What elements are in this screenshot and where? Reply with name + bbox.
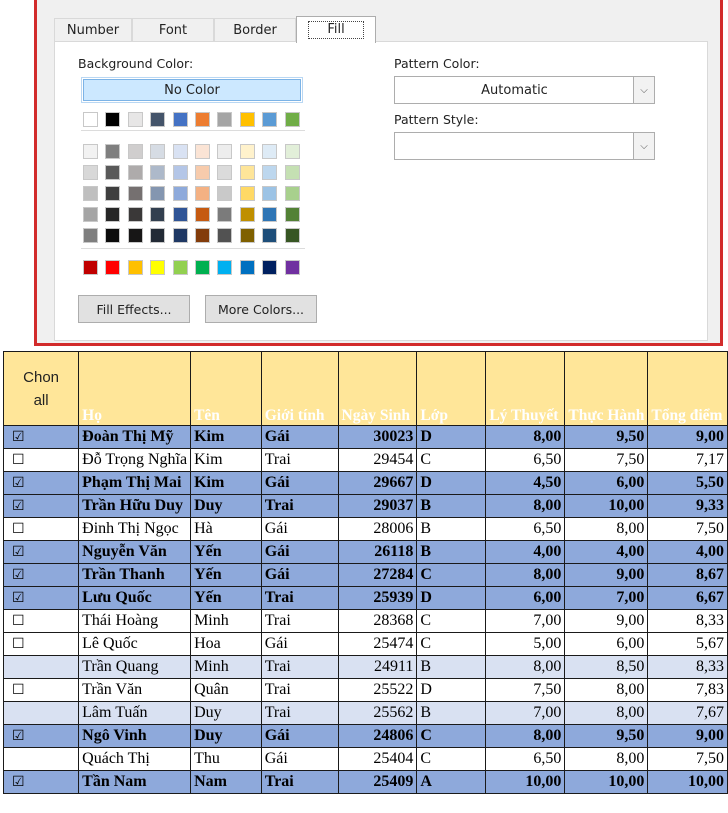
table-row xyxy=(4,495,728,518)
cell-thuc-hanh[interactable]: 9,50 xyxy=(565,725,648,748)
cell-tong-diem[interactable]: 4,00 xyxy=(648,541,728,564)
row-checkbox[interactable] xyxy=(4,656,79,679)
color-swatch[interactable] xyxy=(173,186,188,201)
cell-ten[interactable]: Yến xyxy=(191,541,262,564)
cell-tong-diem[interactable]: 7,83 xyxy=(648,679,728,702)
color-swatch[interactable] xyxy=(217,144,232,159)
pattern-color-label: Pattern Color: xyxy=(394,56,480,71)
pattern-style-label: Pattern Style: xyxy=(394,112,479,127)
color-swatch[interactable] xyxy=(83,112,98,127)
color-swatch[interactable] xyxy=(83,165,98,180)
row-checkbox[interactable]: ☑ xyxy=(4,587,79,610)
format-cells-dialog xyxy=(34,0,723,346)
cell-ho[interactable]: Trần Hữu Duy xyxy=(79,495,191,518)
cell-lop[interactable]: C xyxy=(417,725,486,748)
cell-thuc-hanh[interactable]: 9,00 xyxy=(565,610,648,633)
table-row xyxy=(4,449,728,472)
color-swatch[interactable] xyxy=(128,260,143,275)
cell-ten[interactable]: Duy xyxy=(191,702,262,725)
cell-ngay-sinh[interactable]: 25562 xyxy=(338,702,417,725)
cell-lop[interactable]: B xyxy=(417,656,486,679)
cell-lop[interactable]: B xyxy=(417,702,486,725)
color-swatch[interactable] xyxy=(105,144,120,159)
cell-ly-thuyet[interactable]: 5,00 xyxy=(486,633,565,656)
tab-fill[interactable] xyxy=(296,16,376,43)
table-row xyxy=(4,518,728,541)
cell-lop[interactable]: D xyxy=(417,679,486,702)
color-swatch[interactable] xyxy=(262,112,277,127)
cell-ho[interactable]: Ngô Vinh xyxy=(79,725,191,748)
cell-ngay-sinh[interactable]: 25404 xyxy=(338,748,417,771)
cell-lop[interactable]: B xyxy=(417,541,486,564)
color-swatch[interactable] xyxy=(105,207,120,222)
color-swatch[interactable] xyxy=(105,186,120,201)
cell-gioi-tinh[interactable]: Trai xyxy=(261,656,338,679)
cell-ten[interactable]: Yến xyxy=(191,587,262,610)
cell-tong-diem[interactable]: 9,00 xyxy=(648,725,728,748)
color-swatch[interactable] xyxy=(173,260,188,275)
header-ten[interactable]: Tên xyxy=(191,352,262,426)
color-swatch[interactable] xyxy=(195,112,210,127)
cell-ten[interactable]: Minh xyxy=(191,610,262,633)
color-swatch[interactable] xyxy=(150,165,165,180)
row-checkbox[interactable]: ☑ xyxy=(4,725,79,748)
cell-ho[interactable]: Trần Văn xyxy=(79,679,191,702)
color-swatch[interactable] xyxy=(105,260,120,275)
cell-lop[interactable]: D xyxy=(417,472,486,495)
cell-tong-diem[interactable]: 7,50 xyxy=(648,518,728,541)
chevron-down-icon[interactable]: ⌵ xyxy=(633,133,654,159)
cell-thuc-hanh[interactable]: 10,00 xyxy=(565,771,648,794)
cell-ngay-sinh[interactable]: 28006 xyxy=(338,518,417,541)
cell-thuc-hanh[interactable]: 8,00 xyxy=(565,748,648,771)
row-checkbox[interactable] xyxy=(4,702,79,725)
cell-ho[interactable]: Đinh Thị Ngọc xyxy=(79,518,191,541)
cell-lop[interactable]: C xyxy=(417,564,486,587)
cell-thuc-hanh[interactable]: 8,00 xyxy=(565,679,648,702)
color-swatch[interactable] xyxy=(240,228,255,243)
color-swatch[interactable] xyxy=(195,144,210,159)
cell-ngay-sinh[interactable]: 28368 xyxy=(338,610,417,633)
cell-ly-thuyet[interactable]: 7,50 xyxy=(486,679,565,702)
cell-ho[interactable]: Đoàn Thị Mỹ xyxy=(79,426,191,449)
row-checkbox[interactable]: ☐ xyxy=(4,633,79,656)
tab-number[interactable] xyxy=(54,18,132,42)
cell-thuc-hanh[interactable]: 8,50 xyxy=(565,656,648,679)
tab-font[interactable] xyxy=(132,18,214,42)
table-row xyxy=(4,610,728,633)
cell-ho[interactable]: Quách Thị xyxy=(79,748,191,771)
color-swatch[interactable] xyxy=(128,165,143,180)
color-swatch[interactable] xyxy=(195,228,210,243)
header-gioi-tinh[interactable]: Giới tính xyxy=(261,352,338,426)
cell-gioi-tinh[interactable]: Gái xyxy=(261,426,338,449)
cell-ly-thuyet[interactable]: 6,00 xyxy=(486,587,565,610)
cell-thuc-hanh[interactable]: 6,00 xyxy=(565,633,648,656)
cell-ho[interactable]: Phạm Thị Mai xyxy=(79,472,191,495)
color-swatch[interactable] xyxy=(262,144,277,159)
tab-border[interactable] xyxy=(214,18,296,42)
color-swatch[interactable] xyxy=(240,165,255,180)
color-swatch[interactable] xyxy=(240,260,255,275)
color-swatch[interactable] xyxy=(105,112,120,127)
row-checkbox[interactable]: ☑ xyxy=(4,495,79,518)
color-swatch[interactable] xyxy=(195,207,210,222)
color-swatch[interactable] xyxy=(240,144,255,159)
color-swatch[interactable] xyxy=(83,186,98,201)
color-swatch[interactable] xyxy=(173,112,188,127)
cell-gioi-tinh[interactable]: Trai xyxy=(261,702,338,725)
cell-ten[interactable]: Hà xyxy=(191,518,262,541)
fill-tab-panel xyxy=(54,41,708,341)
more-colors-button[interactable]: More Colors... xyxy=(205,295,317,323)
cell-gioi-tinh[interactable]: Trai xyxy=(261,771,338,794)
color-swatch[interactable] xyxy=(83,144,98,159)
color-swatch[interactable] xyxy=(262,165,277,180)
color-swatch[interactable] xyxy=(285,207,300,222)
cell-ly-thuyet[interactable]: 7,00 xyxy=(486,702,565,725)
color-swatch[interactable] xyxy=(240,186,255,201)
header-ho[interactable]: Họ xyxy=(79,352,191,426)
color-swatch[interactable] xyxy=(240,112,255,127)
pattern-style-value xyxy=(395,133,634,159)
cell-ten[interactable]: Hoa xyxy=(191,633,262,656)
cell-ly-thuyet[interactable]: 4,00 xyxy=(486,541,565,564)
cell-ho[interactable]: Thái Hoàng xyxy=(79,610,191,633)
palette-divider xyxy=(81,248,305,249)
cell-lop[interactable]: C xyxy=(417,449,486,472)
cell-ten[interactable]: Thu xyxy=(191,748,262,771)
color-swatch[interactable] xyxy=(195,260,210,275)
header-row xyxy=(4,352,728,426)
color-swatch[interactable] xyxy=(173,165,188,180)
cell-thuc-hanh[interactable]: 9,00 xyxy=(565,564,648,587)
tab-fill-label: Fill xyxy=(308,21,363,39)
header-chon-all[interactable]: Chon all xyxy=(4,352,79,426)
header-tong-diem[interactable]: Tổng điểm xyxy=(648,352,728,426)
cell-gioi-tinh[interactable]: Gái xyxy=(261,633,338,656)
cell-gioi-tinh[interactable]: Gái xyxy=(261,725,338,748)
cell-ngay-sinh[interactable]: 29454 xyxy=(338,449,417,472)
row-checkbox[interactable]: ☐ xyxy=(4,518,79,541)
cell-tong-diem[interactable]: 5,50 xyxy=(648,472,728,495)
cell-ngay-sinh[interactable]: 29667 xyxy=(338,472,417,495)
no-color-button[interactable]: No Color xyxy=(83,79,301,101)
cell-lop[interactable]: C xyxy=(417,748,486,771)
color-swatch[interactable] xyxy=(150,260,165,275)
tab-border-label: Border xyxy=(233,23,277,38)
header-ngay-sinh[interactable]: Ngày Sinh xyxy=(338,352,417,426)
color-swatch[interactable] xyxy=(128,112,143,127)
cell-ten[interactable]: Duy xyxy=(191,725,262,748)
color-swatch[interactable] xyxy=(217,165,232,180)
cell-ly-thuyet[interactable]: 6,50 xyxy=(486,748,565,771)
color-swatch[interactable] xyxy=(217,228,232,243)
cell-ho[interactable]: Lưu Quốc xyxy=(79,587,191,610)
table-row xyxy=(4,541,728,564)
cell-ngay-sinh[interactable]: 25939 xyxy=(338,587,417,610)
cell-tong-diem[interactable]: 10,00 xyxy=(648,771,728,794)
cell-ly-thuyet[interactable]: 8,00 xyxy=(486,656,565,679)
cell-ngay-sinh[interactable]: 24911 xyxy=(338,656,417,679)
cell-ho[interactable]: Tần Nam xyxy=(79,771,191,794)
table-row xyxy=(4,656,728,679)
table-row xyxy=(4,587,728,610)
cell-ho[interactable]: Đỗ Trọng Nghĩa xyxy=(79,449,191,472)
color-swatch[interactable] xyxy=(128,228,143,243)
cell-thuc-hanh[interactable]: 9,50 xyxy=(565,426,648,449)
cell-thuc-hanh[interactable]: 8,00 xyxy=(565,702,648,725)
tab-font-label: Font xyxy=(158,23,188,38)
color-swatch[interactable] xyxy=(195,186,210,201)
cell-gioi-tinh[interactable]: Gái xyxy=(261,564,338,587)
cell-thuc-hanh[interactable]: 8,00 xyxy=(565,518,648,541)
cell-ho[interactable]: Lâm Tuấn xyxy=(79,702,191,725)
pattern-style-dropdown[interactable] xyxy=(394,132,655,160)
background-color-label: Background Color: xyxy=(78,56,194,71)
cell-thuc-hanh[interactable]: 4,00 xyxy=(565,541,648,564)
tab-number-label: Number xyxy=(66,23,120,38)
cell-ten[interactable]: Kim xyxy=(191,426,262,449)
cell-gioi-tinh[interactable]: Trai xyxy=(261,495,338,518)
header-ly-thuyet[interactable]: Lý Thuyết xyxy=(486,352,565,426)
cell-tong-diem[interactable]: 9,33 xyxy=(648,495,728,518)
color-swatch[interactable] xyxy=(128,207,143,222)
cell-ten[interactable]: Duy xyxy=(191,495,262,518)
table-row xyxy=(4,564,728,587)
table-row xyxy=(4,679,728,702)
color-swatch[interactable] xyxy=(285,144,300,159)
cell-tong-diem[interactable]: 8,33 xyxy=(648,610,728,633)
color-swatch[interactable] xyxy=(150,144,165,159)
cell-ten[interactable]: Kim xyxy=(191,472,262,495)
color-swatch[interactable] xyxy=(262,228,277,243)
row-checkbox[interactable]: ☐ xyxy=(4,449,79,472)
cell-ly-thuyet[interactable]: 10,00 xyxy=(486,771,565,794)
row-checkbox[interactable]: ☑ xyxy=(4,541,79,564)
cell-tong-diem[interactable]: 7,67 xyxy=(648,702,728,725)
pattern-color-dropdown[interactable] xyxy=(394,76,655,104)
cell-ten[interactable]: Minh xyxy=(191,656,262,679)
cell-thuc-hanh[interactable]: 7,00 xyxy=(565,587,648,610)
cell-thuc-hanh[interactable]: 10,00 xyxy=(565,495,648,518)
cell-gioi-tinh[interactable]: Trai xyxy=(261,587,338,610)
cell-gioi-tinh[interactable]: Gái xyxy=(261,472,338,495)
cell-thuc-hanh[interactable]: 6,00 xyxy=(565,472,648,495)
cell-ngay-sinh[interactable]: 24806 xyxy=(338,725,417,748)
cell-tong-diem[interactable]: 7,50 xyxy=(648,748,728,771)
color-swatch[interactable] xyxy=(217,260,232,275)
cell-gioi-tinh[interactable]: Trai xyxy=(261,610,338,633)
color-swatch[interactable] xyxy=(285,165,300,180)
palette-divider xyxy=(81,130,305,131)
row-checkbox[interactable]: ☐ xyxy=(4,610,79,633)
cell-tong-diem[interactable]: 7,17 xyxy=(648,449,728,472)
table-row xyxy=(4,725,728,748)
cell-ly-thuyet[interactable]: 7,00 xyxy=(486,610,565,633)
cell-ten[interactable]: Nam xyxy=(191,771,262,794)
header-lop[interactable]: Lớp xyxy=(417,352,486,426)
cell-ten[interactable]: Quân xyxy=(191,679,262,702)
row-checkbox[interactable] xyxy=(4,748,79,771)
cell-gioi-tinh[interactable]: Gái xyxy=(261,748,338,771)
chevron-down-icon[interactable]: ⌵ xyxy=(633,77,654,103)
pattern-color-value: Automatic xyxy=(481,82,548,98)
color-swatch[interactable] xyxy=(105,165,120,180)
cell-ho[interactable]: Nguyễn Văn xyxy=(79,541,191,564)
row-checkbox[interactable]: ☑ xyxy=(4,426,79,449)
cell-ngay-sinh[interactable]: 29037 xyxy=(338,495,417,518)
color-swatch[interactable] xyxy=(173,144,188,159)
color-swatch[interactable] xyxy=(285,186,300,201)
fill-effects-button[interactable]: Fill Effects... xyxy=(78,295,190,323)
color-swatch[interactable] xyxy=(262,207,277,222)
cell-ly-thuyet[interactable]: 8,00 xyxy=(486,564,565,587)
cell-ho[interactable]: Lê Quốc xyxy=(79,633,191,656)
color-swatch[interactable] xyxy=(150,228,165,243)
cell-lop[interactable]: C xyxy=(417,633,486,656)
cell-lop[interactable]: C xyxy=(417,610,486,633)
cell-tong-diem[interactable]: 9,00 xyxy=(648,426,728,449)
color-swatch[interactable] xyxy=(150,186,165,201)
header-thuc-hanh[interactable]: Thực Hành xyxy=(565,352,648,426)
table-row xyxy=(4,771,728,794)
color-swatch[interactable] xyxy=(128,186,143,201)
cell-gioi-tinh[interactable]: Gái xyxy=(261,541,338,564)
row-checkbox[interactable]: ☑ xyxy=(4,771,79,794)
row-checkbox[interactable]: ☑ xyxy=(4,472,79,495)
color-swatch[interactable] xyxy=(150,207,165,222)
color-swatch[interactable] xyxy=(262,260,277,275)
color-swatch[interactable] xyxy=(285,260,300,275)
cell-ngay-sinh[interactable]: 30023 xyxy=(338,426,417,449)
cell-ly-thuyet[interactable]: 8,00 xyxy=(486,725,565,748)
cell-ngay-sinh[interactable]: 26118 xyxy=(338,541,417,564)
row-checkbox[interactable]: ☑ xyxy=(4,564,79,587)
cell-gioi-tinh[interactable]: Gái xyxy=(261,518,338,541)
color-swatch[interactable] xyxy=(195,165,210,180)
cell-lop[interactable]: B xyxy=(417,495,486,518)
cell-lop[interactable]: A xyxy=(417,771,486,794)
cell-lop[interactable]: D xyxy=(417,587,486,610)
color-swatch[interactable] xyxy=(83,228,98,243)
row-checkbox[interactable]: ☐ xyxy=(4,679,79,702)
color-swatch[interactable] xyxy=(285,112,300,127)
cell-ngay-sinh[interactable]: 25522 xyxy=(338,679,417,702)
color-swatch[interactable] xyxy=(217,186,232,201)
cell-thuc-hanh[interactable]: 7,50 xyxy=(565,449,648,472)
color-swatch[interactable] xyxy=(83,260,98,275)
cell-ngay-sinh[interactable]: 25474 xyxy=(338,633,417,656)
cell-ten[interactable]: Yến xyxy=(191,564,262,587)
table-row xyxy=(4,426,728,449)
color-swatch[interactable] xyxy=(240,207,255,222)
color-swatch[interactable] xyxy=(217,112,232,127)
color-swatch[interactable] xyxy=(105,228,120,243)
cell-ngay-sinh[interactable]: 25409 xyxy=(338,771,417,794)
cell-ly-thuyet[interactable]: 8,00 xyxy=(486,426,565,449)
table-row xyxy=(4,748,728,771)
cell-tong-diem[interactable]: 5,67 xyxy=(648,633,728,656)
cell-tong-diem[interactable]: 6,67 xyxy=(648,587,728,610)
color-swatch[interactable] xyxy=(150,112,165,127)
cell-ly-thuyet[interactable]: 6,50 xyxy=(486,518,565,541)
student-grade-table xyxy=(3,351,728,794)
table-row xyxy=(4,702,728,725)
color-swatch[interactable] xyxy=(173,228,188,243)
cell-gioi-tinh[interactable]: Trai xyxy=(261,679,338,702)
cell-lop[interactable]: D xyxy=(417,426,486,449)
cell-ho[interactable]: Trần Thanh xyxy=(79,564,191,587)
cell-tong-diem[interactable]: 8,33 xyxy=(648,656,728,679)
color-swatch[interactable] xyxy=(83,207,98,222)
cell-ly-thuyet[interactable]: 6,50 xyxy=(486,449,565,472)
table-row xyxy=(4,633,728,656)
color-swatch[interactable] xyxy=(173,207,188,222)
cell-ho[interactable]: Trần Quang xyxy=(79,656,191,679)
color-swatch[interactable] xyxy=(217,207,232,222)
cell-gioi-tinh[interactable]: Trai xyxy=(261,449,338,472)
color-swatch[interactable] xyxy=(262,186,277,201)
color-swatch[interactable] xyxy=(285,228,300,243)
color-swatch[interactable] xyxy=(128,144,143,159)
cell-ly-thuyet[interactable]: 4,50 xyxy=(486,472,565,495)
cell-ly-thuyet[interactable]: 8,00 xyxy=(486,495,565,518)
cell-lop[interactable]: B xyxy=(417,518,486,541)
cell-ngay-sinh[interactable]: 27284 xyxy=(338,564,417,587)
cell-ten[interactable]: Kim xyxy=(191,449,262,472)
table-row xyxy=(4,472,728,495)
cell-tong-diem[interactable]: 8,67 xyxy=(648,564,728,587)
